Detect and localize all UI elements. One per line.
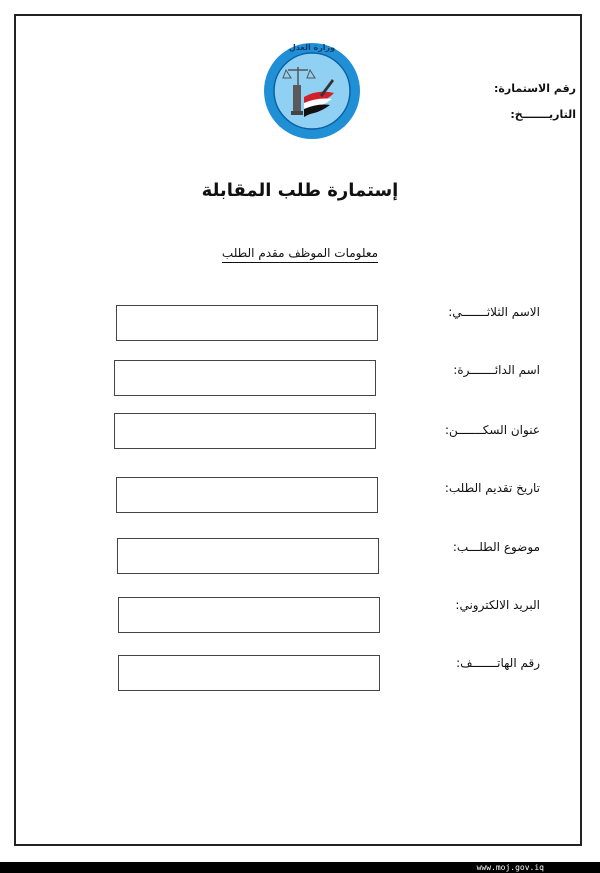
field-label-email: البريد الالكتروني: — [455, 598, 540, 612]
form-title: إستمارة طلب المقابلة — [201, 180, 399, 201]
footer-bar — [0, 862, 600, 873]
section-heading — [0, 246, 600, 260]
request-subject-field[interactable] — [117, 538, 379, 574]
field-label-request-date: تاريخ تقديم الطلب: — [444, 481, 540, 495]
department-field[interactable] — [114, 360, 376, 396]
address-field[interactable] — [114, 413, 376, 449]
field-label-phone: رقم الهاتـــــــف: — [456, 656, 540, 670]
email-field[interactable] — [118, 597, 380, 633]
field-label-address: عنوان السكـــــــن: — [444, 423, 540, 437]
section-heading-text: معلومات الموظف مقدم الطلب — [222, 246, 378, 263]
field-label-request-subject: موضوع الطلـــب: — [452, 540, 540, 554]
ministry-logo — [262, 41, 362, 141]
logo-text: وزارة العدل — [288, 43, 336, 52]
phone-field[interactable] — [118, 655, 380, 691]
field-label-full-name: الاسم الثلاثـــــــي: — [448, 305, 540, 319]
date-label: التاريـــــــخ: — [510, 108, 576, 121]
field-label-department: اسم الدائـــــــرة: — [453, 363, 540, 377]
justice-seal-icon — [262, 41, 362, 141]
request-date-field[interactable] — [116, 477, 378, 513]
form-number-label: رقم الاستمارة: — [494, 82, 576, 95]
full-name-field[interactable] — [116, 305, 378, 341]
footer-url[interactable]: www.moj.gov.iq — [476, 863, 544, 872]
